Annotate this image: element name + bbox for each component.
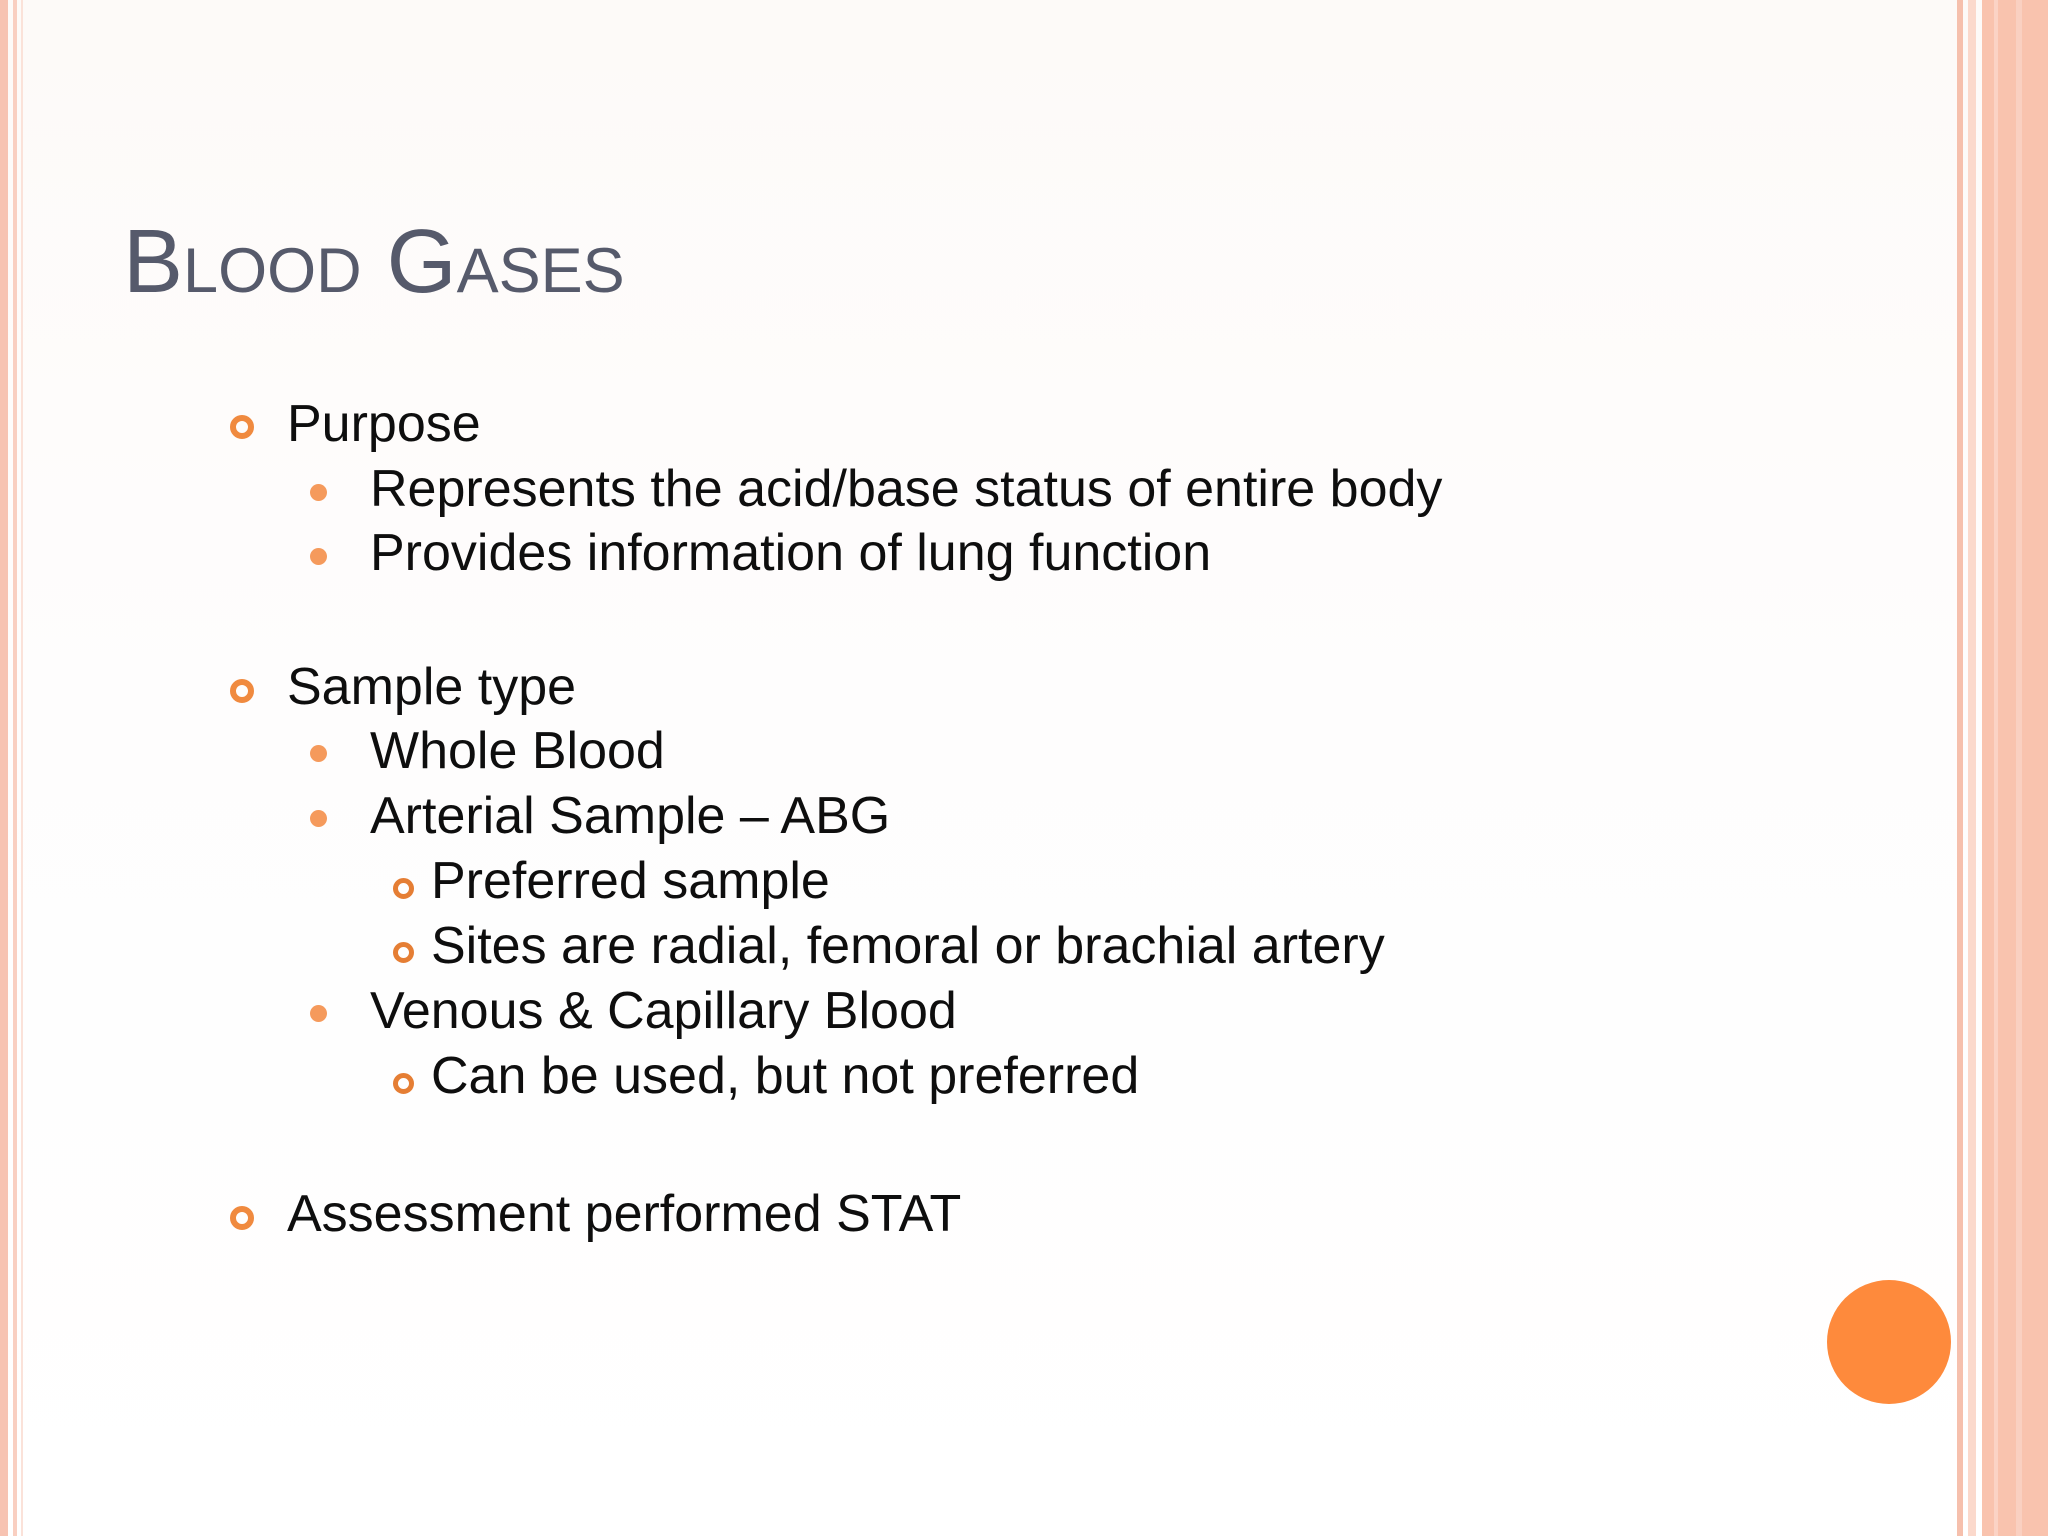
sub-list-item: Can be used, but not preferred <box>431 1047 1140 1105</box>
ring-bullet-icon <box>230 679 254 703</box>
list-item: Venous & Capillary Blood <box>370 982 957 1040</box>
list-item: Arterial Sample – ABG <box>370 787 891 845</box>
dot-bullet-icon <box>310 484 327 501</box>
dot-bullet-icon <box>310 810 327 827</box>
right-border-stripe <box>1994 0 1998 1536</box>
section-heading: Assessment performed STAT <box>287 1185 962 1243</box>
right-border-band <box>1982 0 2048 1536</box>
ring-bullet-icon <box>393 1073 414 1094</box>
list-item: Provides information of lung function <box>370 524 1212 582</box>
dot-bullet-icon <box>310 745 327 762</box>
dot-bullet-icon <box>310 1005 327 1022</box>
dot-bullet-icon <box>310 548 327 565</box>
orange-circle-decoration <box>1827 1280 1951 1404</box>
sub-list-item: Preferred sample <box>431 852 830 910</box>
left-border-stripe <box>0 0 8 1536</box>
ring-bullet-icon <box>393 942 414 963</box>
ring-bullet-icon <box>393 878 414 899</box>
section-heading: Purpose <box>287 395 481 453</box>
left-border-stripe <box>21 0 23 1536</box>
right-border-stripe <box>1957 0 1963 1536</box>
ring-bullet-icon <box>230 1206 254 1230</box>
list-item: Whole Blood <box>370 722 665 780</box>
right-border-stripe <box>2016 0 2022 1536</box>
ring-bullet-icon <box>230 415 254 439</box>
right-border-stripe <box>1968 0 1976 1536</box>
slide-title: Blood Gases <box>123 212 625 312</box>
left-border-stripe <box>13 0 17 1536</box>
list-item: Represents the acid/base status of entire body <box>370 460 1443 518</box>
section-heading: Sample type <box>287 658 577 716</box>
sub-list-item: Sites are radial, femoral or brachial artery <box>431 917 1385 975</box>
